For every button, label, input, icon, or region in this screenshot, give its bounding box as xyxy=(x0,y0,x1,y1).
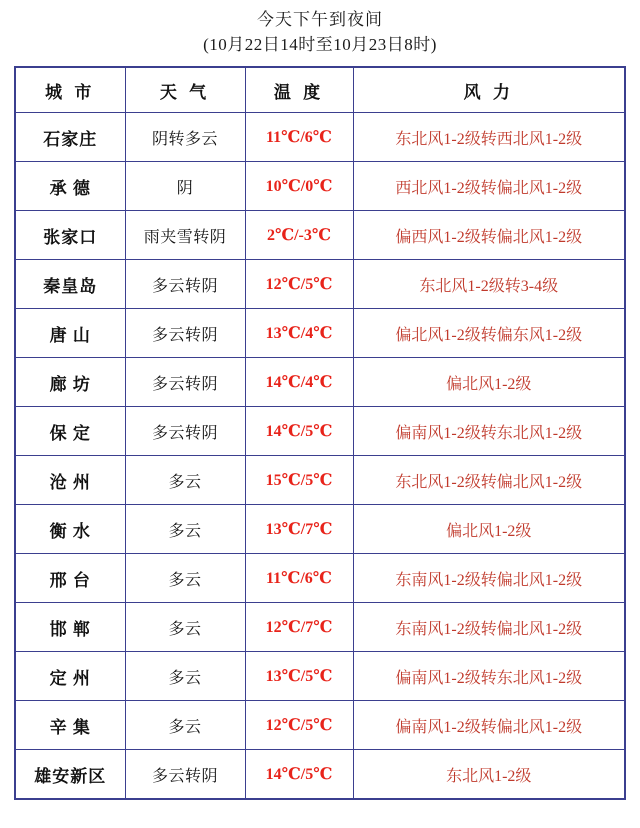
title-block xyxy=(14,6,626,58)
cell-temperature: 12℃/7℃ xyxy=(245,603,353,652)
column-header-weather: 天 气 xyxy=(125,67,245,113)
cell-wind: 偏北风1-2级转偏东风1-2级 xyxy=(353,309,625,358)
cell-wind: 东北风1-2级转3-4级 xyxy=(353,260,625,309)
weather-table xyxy=(14,66,626,800)
cell-temperature: 10℃/0℃ xyxy=(245,162,353,211)
cell-temperature: 14℃/5℃ xyxy=(245,750,353,800)
cell-weather: 多云 xyxy=(125,505,245,554)
cell-weather: 多云转阴 xyxy=(125,358,245,407)
cell-wind: 东南风1-2级转偏北风1-2级 xyxy=(353,603,625,652)
cell-city: 保 定 xyxy=(15,407,125,456)
cell-temperature: 15℃/5℃ xyxy=(245,456,353,505)
cell-weather: 多云转阴 xyxy=(125,260,245,309)
page-subtitle: (10月22日14时至10月23日8时) xyxy=(203,35,437,54)
cell-weather: 多云 xyxy=(125,554,245,603)
cell-temperature: 11℃/6℃ xyxy=(245,554,353,603)
cell-wind: 偏北风1-2级 xyxy=(353,505,625,554)
table-row xyxy=(15,309,625,358)
cell-weather: 多云 xyxy=(125,603,245,652)
table-row xyxy=(15,554,625,603)
column-header-city: 城 市 xyxy=(15,67,125,113)
cell-wind: 偏南风1-2级转东北风1-2级 xyxy=(353,652,625,701)
cell-temperature: 13℃/4℃ xyxy=(245,309,353,358)
cell-weather: 多云转阴 xyxy=(125,407,245,456)
cell-city: 唐 山 xyxy=(15,309,125,358)
column-header-temperature: 温 度 xyxy=(245,67,353,113)
cell-temperature: 12℃/5℃ xyxy=(245,701,353,750)
table-row xyxy=(15,456,625,505)
cell-wind: 东南风1-2级转偏北风1-2级 xyxy=(353,554,625,603)
cell-temperature: 2℃/-3℃ xyxy=(245,211,353,260)
table-row xyxy=(15,407,625,456)
cell-city: 邯 郸 xyxy=(15,603,125,652)
cell-weather: 雨夹雪转阴 xyxy=(125,211,245,260)
cell-temperature: 14℃/5℃ xyxy=(245,407,353,456)
cell-wind: 偏西风1-2级转偏北风1-2级 xyxy=(353,211,625,260)
table-header-row xyxy=(15,67,625,113)
cell-weather: 阴 xyxy=(125,162,245,211)
table-row xyxy=(15,113,625,162)
cell-weather: 阴转多云 xyxy=(125,113,245,162)
cell-city: 张家口 xyxy=(15,211,125,260)
cell-temperature: 13℃/5℃ xyxy=(245,652,353,701)
cell-wind: 东北风1-2级转偏北风1-2级 xyxy=(353,456,625,505)
cell-city: 邢 台 xyxy=(15,554,125,603)
cell-wind: 东北风1-2级转西北风1-2级 xyxy=(353,113,625,162)
table-row xyxy=(15,358,625,407)
table-row xyxy=(15,162,625,211)
table-row xyxy=(15,750,625,800)
cell-city: 廊 坊 xyxy=(15,358,125,407)
table-row xyxy=(15,603,625,652)
cell-city: 石家庄 xyxy=(15,113,125,162)
cell-city: 衡 水 xyxy=(15,505,125,554)
table-row xyxy=(15,652,625,701)
cell-temperature: 14℃/4℃ xyxy=(245,358,353,407)
cell-weather: 多云 xyxy=(125,652,245,701)
page-title: 今天下午到夜间 xyxy=(257,10,383,29)
cell-wind: 偏南风1-2级转东北风1-2级 xyxy=(353,407,625,456)
cell-city: 承 德 xyxy=(15,162,125,211)
table-row xyxy=(15,701,625,750)
cell-city: 雄安新区 xyxy=(15,750,125,800)
table-row xyxy=(15,505,625,554)
cell-city: 沧 州 xyxy=(15,456,125,505)
cell-weather: 多云 xyxy=(125,456,245,505)
table-row xyxy=(15,211,625,260)
cell-temperature: 12℃/5℃ xyxy=(245,260,353,309)
cell-temperature: 11℃/6℃ xyxy=(245,113,353,162)
cell-wind: 偏南风1-2级转偏北风1-2级 xyxy=(353,701,625,750)
cell-city: 定 州 xyxy=(15,652,125,701)
cell-city: 秦皇岛 xyxy=(15,260,125,309)
cell-weather: 多云转阴 xyxy=(125,309,245,358)
column-header-wind: 风 力 xyxy=(353,67,625,113)
cell-wind: 西北风1-2级转偏北风1-2级 xyxy=(353,162,625,211)
cell-city: 辛 集 xyxy=(15,701,125,750)
cell-temperature: 13℃/7℃ xyxy=(245,505,353,554)
cell-wind: 东北风1-2级 xyxy=(353,750,625,800)
cell-wind: 偏北风1-2级 xyxy=(353,358,625,407)
cell-weather: 多云转阴 xyxy=(125,750,245,800)
table-row xyxy=(15,260,625,309)
cell-weather: 多云 xyxy=(125,701,245,750)
